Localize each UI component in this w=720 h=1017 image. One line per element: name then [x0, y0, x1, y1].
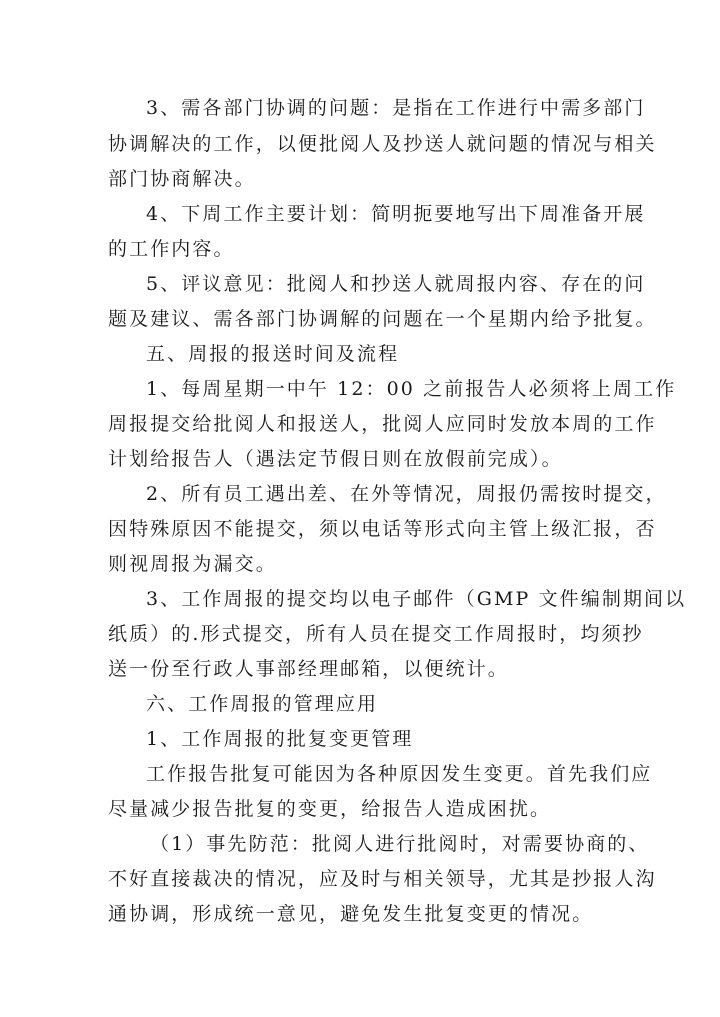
text-line: 2、所有员工遇出差、在外等情况，周报仍需按时提交， — [146, 483, 667, 505]
text-line: 因特殊原因不能提交，须以电话等形式向主管上级汇报，否 — [108, 518, 657, 540]
text-line: 通协调，形成统一意见，避免发生批复变更的情况。 — [108, 903, 594, 925]
text-line: 题及建议、需各部门协调解的问题在一个星期内给予批复。 — [108, 308, 657, 330]
text-line: 不好直接裁决的情况，应及时与相关领导，尤其是抄报人沟 — [108, 868, 657, 890]
text-line: 周报提交给批阅人和报送人，批阅人应同时发放本周的工作 — [108, 413, 657, 435]
text-line: 工作报告批复可能因为各种原因发生变更。首先我们应 — [146, 763, 653, 785]
subsection-heading: 1、工作周报的批复变更管理 — [146, 728, 414, 750]
text-line: 5、评议意见：批阅人和抄送人就周报内容、存在的问 — [146, 273, 646, 295]
text-line: 部门协商解决。 — [108, 168, 256, 190]
text-line: 协调解决的工作，以便批阅人及抄送人就问题的情况与相关 — [108, 133, 657, 155]
text-line: 4、下周工作主要计划：简明扼要地写出下周准备开展 — [146, 203, 646, 225]
text-line: 送一份至行政人事部经理邮箱，以便统计。 — [108, 658, 509, 680]
text-line: 的工作内容。 — [108, 238, 235, 260]
text-line: 3、工作周报的提交均以电子邮件（GMP 文件编制期间以 — [146, 588, 687, 610]
text-line: 尽量减少报告批复的变更，给报告人造成困扰。 — [108, 798, 552, 820]
text-line: 1、每周星期一中午 12：00 之前报告人必须将上周工作 — [146, 378, 677, 400]
text-line: 则视周报为漏交。 — [108, 553, 277, 575]
section-heading: 五、周报的报送时间及流程 — [146, 343, 400, 365]
section-heading: 六、工作周报的管理应用 — [146, 693, 379, 715]
text-line: 纸质）的.形式提交，所有人员在提交工作周报时，均须抄 — [108, 623, 644, 645]
text-line: 计划给报告人（遇法定节假日则在放假前完成）。 — [108, 448, 563, 470]
text-line: （1）事先防范：批阅人进行批阅时，对需要协商的、 — [150, 833, 650, 855]
text-line: 3、需各部门协调的问题：是指在工作进行中需多部门 — [146, 97, 646, 119]
